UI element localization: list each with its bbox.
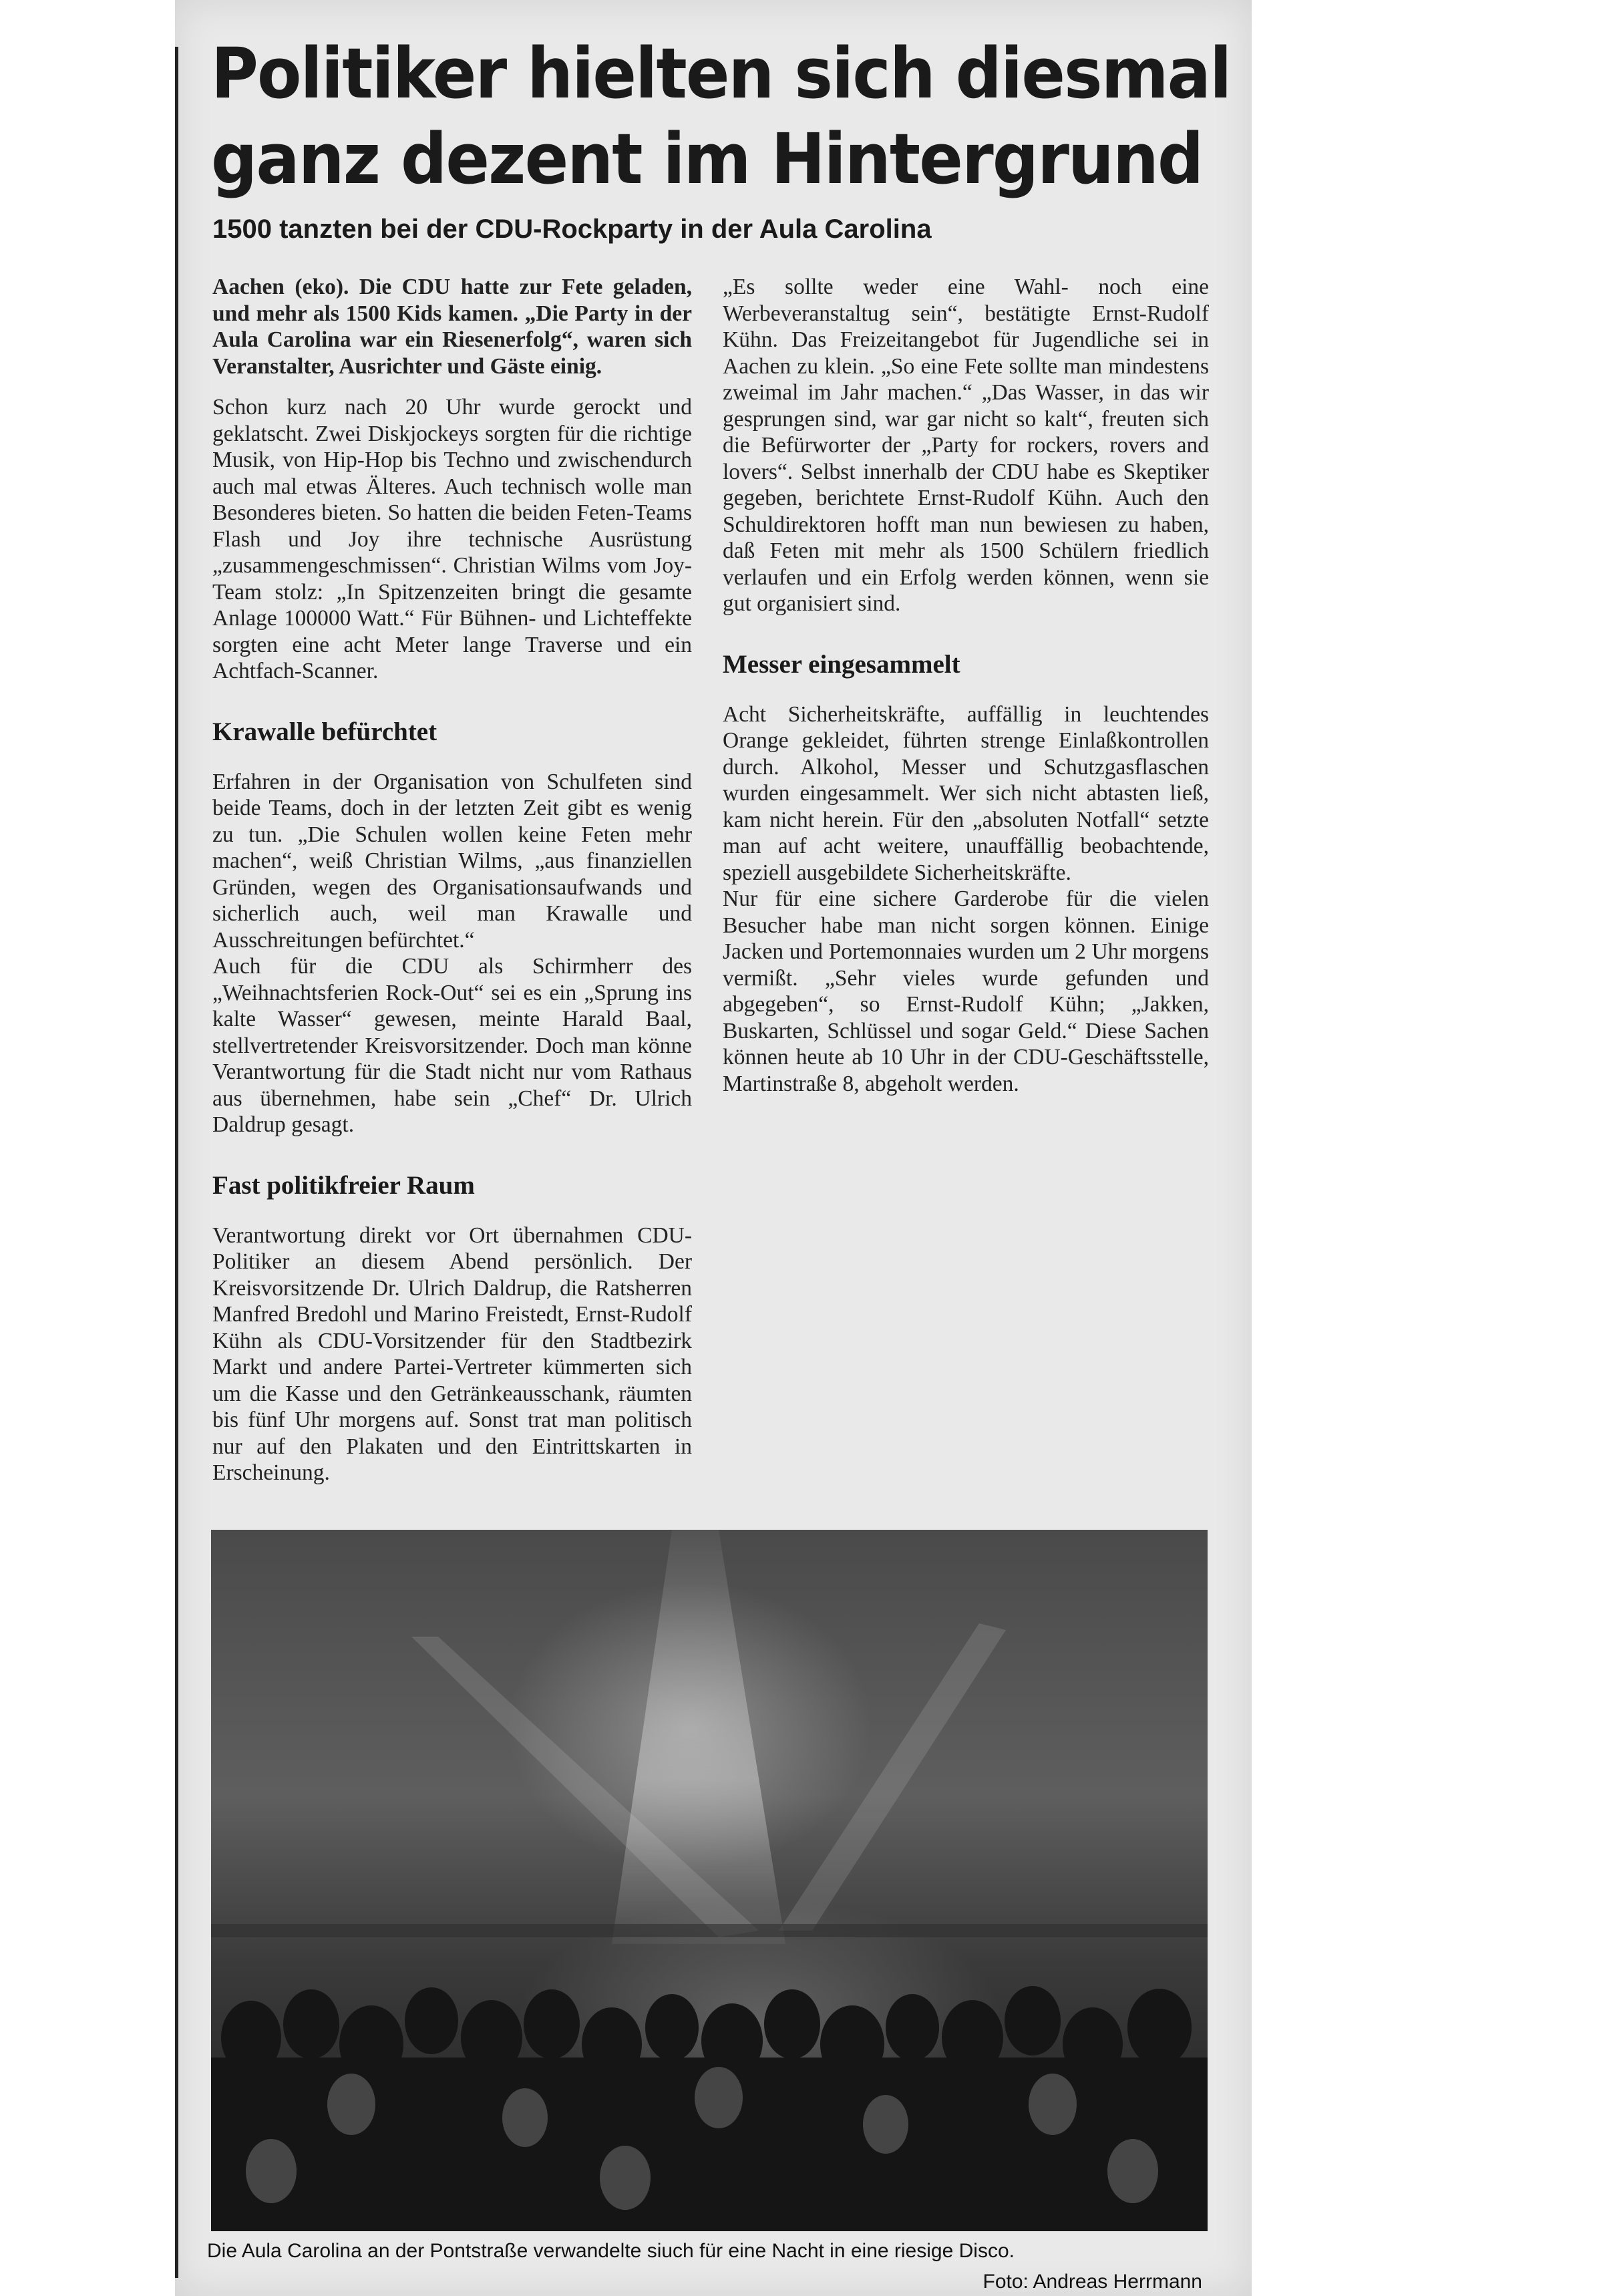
- article-lead: Aachen (eko). Die CDU hatte zur Fete geladen, und mehr als 1500 Kids kamen. „Die Party in der Aula Carolina war ein Riesenerfolg“, waren sich Veranstalter, Ausrichter und Gäste einig.: [212, 275, 692, 379]
- disco-crowd-photo: [211, 1530, 1208, 2231]
- headline: [211, 31, 1231, 202]
- article-paragraph-5: „Es sollte weder eine Wahl- noch eine Werbeveranstaltug sein“, bestätigte Ernst-Rudolf Kühn. Das Freizeitangebot für Jugendliche sei in Aachen zu klein. „So eine Fete sollte man mindestens zweimal im Jahr machen.“ „Das Wasser, in das wir gesprungen sind, war gar nicht so kalt“, freuten sich die Befürworter der „Party for rockers, rovers and lovers“. Selbst innerhalb der CDU habe es Skeptiker gegeben, berichtete Ernst-Rudolf Kühn. Auch den Schuldirektoren hofft man nun bewiesen zu haben, daß Feten mit mehr als 1500 Schülern friedlich verlaufen und ein Erfolg werden können, wenn sie gut organisiert sind.: [723, 275, 1209, 616]
- section-title-messer: Messer eingesammelt: [723, 649, 960, 679]
- photo-credit: Foto: Andreas Herrmann: [982, 2271, 1202, 2293]
- article-paragraph-6: Acht Sicherheitskräfte, auffällig in leuchtendes Orange gekleidet, führten strenge Einlaßkontrollen durch. Alkohol, Messer und Schutzgasflaschen wurden eingesammelt. Wer sich nicht abtasten ließ, kam nicht herein. Für den „absoluten Notfall“ setzte man auf acht weitere, unauffällig beobachtende, speziell ausgebildete Sicherheitskräfte.: [723, 701, 1209, 885]
- headline-line-1: Politiker hielten sich diesmal: [211, 33, 1231, 114]
- photo-caption: Die Aula Carolina an der Pontstraße verwandelte siuch für eine Nacht in eine riesige Disco.: [207, 2240, 1015, 2262]
- article-column-right: [723, 274, 1209, 1097]
- article-paragraph-3: Auch für die CDU als Schirmherr des „Weihnachtsferien Rock-Out“ sei es ein „Sprung ins kalte Wasser“ gewesen, meinte Harald Baal, stellvertretender Kreisvorsitzender. Doch man könne Verantwortung für die Stadt nicht nur vom Rathaus aus übernehmen, habe sein „Chef“ Dr. Ulrich Daldrup gesagt.: [212, 954, 692, 1137]
- article-paragraph-2: Erfahren in der Organisation von Schulfeten sind beide Teams, doch in der letzten Zeit gibt es wenig zu tun. „Die Schulen wollen keine Feten mehr machen“, weiß Christian Wilms, „aus finanziellen Gründen, wegen des Organisationsaufwands und sicherlich auch, weil man Krawalle und Ausschreitungen befürchtet.“: [212, 769, 692, 953]
- section-title-politikfrei: Fast politikfreier Raum: [212, 1170, 475, 1200]
- headline-line-2: ganz dezent im Hintergrund: [211, 118, 1203, 200]
- stage-edge: [211, 1924, 1208, 1937]
- article-paragraph-1: Schon kurz nach 20 Uhr wurde gerockt und geklatscht. Zwei Diskjockeys sorgten für die richtige Musik, von Hip-Hop bis Techno und zwischendurch auch mal etwas Älteres. Auch technisch wolle man Besonderes bieten. So hatten die beiden Feten-Teams Flash und Joy ihre technische Ausrüstung „zusammengeschmissen“. Christian Wilms vom Joy-Team stolz: „In Spitzenzeiten bringt die gesamte Anlage 100000 Watt.“ Für Bühnen- und Lichteffekte sorgten eine acht Meter lange Traverse und ein Achtfach-Scanner.: [212, 395, 692, 683]
- article-paragraph-7: Nur für eine sichere Garderobe für die vielen Besucher habe man nicht sorgen können. Einige Jacken und Portemonnaies wurden um 2 Uhr morgens vermißt. „Sehr vieles wurde gefunden und abgegeben“, so Ernst-Rudolf Kühn; „Jakken, Buskarten, Schlüssel und sogar Geld.“ Diese Sachen können heute ab 10 Uhr in der CDU-Geschäftsstelle, Martinstraße 8, abgeholt werden.: [723, 886, 1209, 1096]
- crowd-illustration: [211, 1530, 1208, 2231]
- article-paragraph-4: Verantwortung direkt vor Ort übernahmen CDU-Politiker an diesem Abend persönlich. Der Kreisvorsitzende Dr. Ulrich Daldrup, die Ratsherren Manfred Bredohl und Marino Freistedt, Ernst-Rudolf Kühn als CDU-Vorsitzender für den Stadtbezirk Markt und andere Partei-Vertreter kümmerten sich um die Kasse und den Getränkeausschank, räumten bis fünf Uhr morgens auf. Sonst trat man politisch nur auf den Plakaten und den Eintrittskarten in Erscheinung.: [212, 1222, 692, 1485]
- subheadline: 1500 tanzten bei der CDU-Rockparty in der Aula Carolina: [212, 214, 932, 244]
- clipping-edge-line: [175, 47, 178, 2278]
- light-beam-right: [779, 1623, 1006, 1931]
- article-column-left: [212, 274, 692, 1486]
- section-title-krawalle: Krawalle befürchtet: [212, 717, 437, 746]
